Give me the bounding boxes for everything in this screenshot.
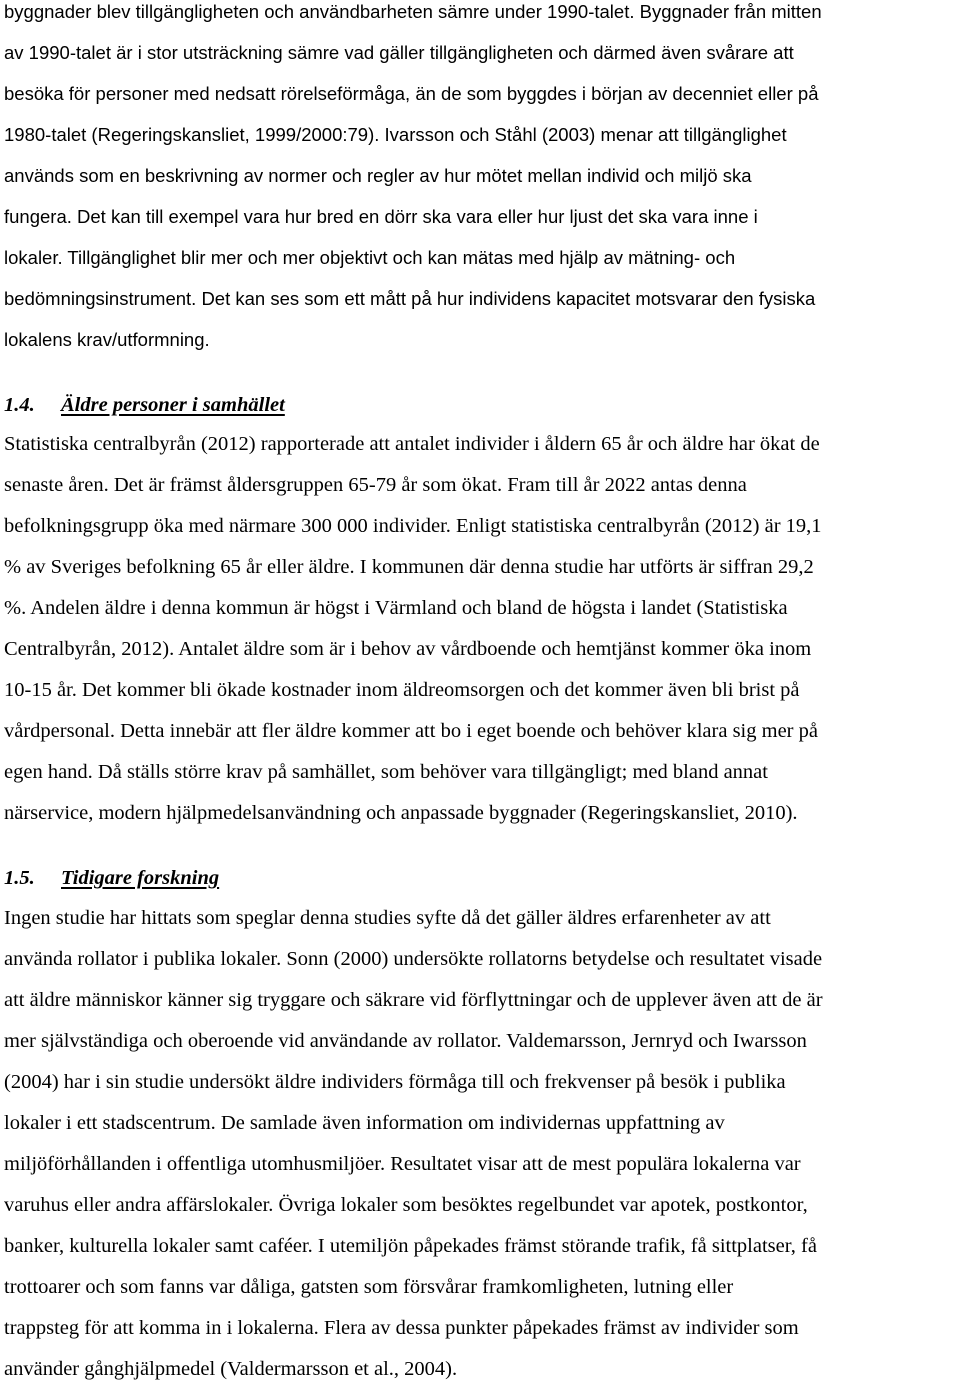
paragraph-line: används som en beskrivning av normer och regler av hur mötet mellan individ och miljö ska [4,165,752,186]
paragraph-line: %. Andelen äldre i denna kommun är högst i Värmland och bland de högsta i landet (Statistiska [4,597,788,619]
paragraph-line: Ingen studie har hittats som speglar denna studies syfte då det gäller äldres erfarenheter av att [4,907,771,929]
paragraph-line: varuhus eller andra affärslokaler. Övriga lokaler som besöktes regelbundet var apotek, postkontor, [4,1194,808,1216]
paragraph-line: av 1990-talet är i stor utsträckning sämre vad gäller tillgängligheten och därmed även svårare att [4,42,794,63]
paragraph-line: % av Sveriges befolkning 65 år eller äldre. I kommunen där denna studie har utförts är siffran 29,2 [4,556,814,578]
section-title: Tidigare forskning [61,867,220,889]
paragraph-line: Statistiska centralbyrån (2012) rapporterade att antalet individer i åldern 65 år och äldre har ökat de [4,433,820,455]
section-title: Äldre personer i samhället [61,394,285,416]
paragraph-line: senaste åren. Det är främst åldersgruppen 65-79 år som ökat. Fram till år 2022 antas denna [4,474,747,496]
paragraph-line: lokaler i ett stadscentrum. De samlade även information om individernas uppfattning av [4,1112,725,1134]
paragraph-line: Centralbyrån, 2012). Antalet äldre som är i behov av vårdboende och hemtjänst kommer öka inom [4,638,812,660]
paragraph-line: trottoarer och som fanns var dåliga, gatsten som försvårar framkomligheten, lutning eller [4,1276,734,1298]
paragraph-line: mer självständiga och oberoende vid användande av rollator. Valdemarsson, Jernryd och Iwarsson [4,1030,807,1052]
paragraph-line: närservice, modern hjälpmedelsanvändning och anpassade byggnader (Regeringskansliet, 2010). [4,802,798,824]
paragraph-line: lokalens krav/utformning. [4,329,210,350]
section-heading-1-5 [4,866,219,890]
paragraph-line: vårdpersonal. Detta innebär att fler äldre kommer att bo i eget boende och behöver klara sig mer på [4,720,818,742]
paragraph-line: 1980-talet (Regeringskansliet, 1999/2000:79). Ivarsson och Ståhl (2003) menar att tillgänglighet [4,124,787,145]
paragraph-line: bedömningsinstrument. Det kan ses som ett mått på hur individens kapacitet motsvarar den fysiska [4,288,816,309]
paragraph-line: byggnader blev tillgängligheten och användbarheten sämre under 1990-talet. Byggnader från mitten [4,1,822,22]
paragraph-line: befolkningsgrupp öka med närmare 300 000 individer. Enligt statistiska centralbyrån (2012) är 19,1 [4,515,822,537]
paragraph-line: använda rollator i publika lokaler. Sonn (2000) undersökte rollatorns betydelse och resultatet visade [4,948,823,970]
section-number: 1.5. [4,867,35,889]
paragraph-line: att äldre människor känner sig tryggare och säkrare vid förflyttningar och de upplever även att de är [4,989,823,1011]
paragraph-line: miljöförhållanden i offentliga utomhusmiljöer. Resultatet visar att de mest populära lokalerna var [4,1153,801,1175]
paragraph-line: trappsteg för att komma in i lokalerna. Flera av dessa punkter påpekades främst av individer som [4,1317,799,1339]
paragraph-line: egen hand. Då ställs större krav på samhället, som behöver vara tillgängligt; med bland annat [4,761,768,783]
paragraph-line: 10-15 år. Det kommer bli ökade kostnader inom äldreomsorgen och det kommer även bli brist på [4,679,800,701]
paragraph-line: besöka för personer med nedsatt rörelseförmåga, än de som byggdes i början av decenniet eller på [4,83,819,104]
paragraph-line: fungera. Det kan till exempel vara hur bred en dörr ska vara eller hur ljust det ska vara inne i [4,206,758,227]
paragraph-line: använder gånghjälpmedel (Valdermarsson et al., 2004). [4,1358,458,1380]
paragraph-line: (2004) har i sin studie undersökt äldre individers förmåga till och frekvenser på besök i publika [4,1071,786,1093]
paragraph-line: banker, kulturella lokaler samt caféer. I utemiljön påpekades främst störande trafik, få sittplatser, få [4,1235,817,1257]
section-number: 1.4. [4,394,35,416]
paragraph-line: lokaler. Tillgänglighet blir mer och mer objektivt och kan mätas med hjälp av mätning- och [4,247,736,268]
section-heading-1-4 [4,393,285,417]
